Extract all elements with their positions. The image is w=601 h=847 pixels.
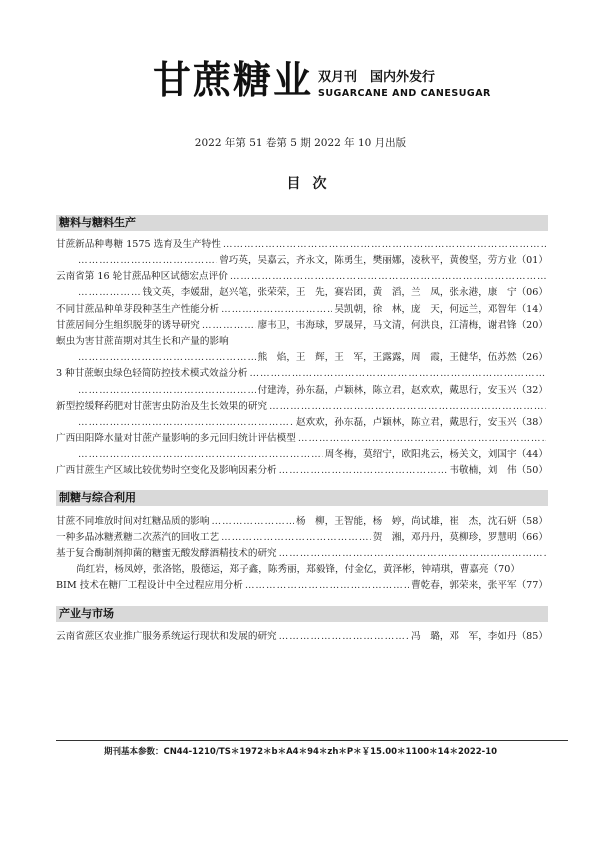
toc-entry-title[interactable]: 云南省第 16 轮甘蔗品种区试德宏点评价 …………………………………………………………………………………………………………………………………………………………………………………………………………………… [56, 270, 548, 284]
toc-entry-title[interactable]: 3 种甘蔗螟虫绿色轻简防控技术模式效益分析 …………………………………………………………………………………………………………………………………………………………………………………………………………………… [56, 367, 548, 381]
section-heading: 产业与市场 [56, 606, 548, 622]
journal-parameters: 期刊基本参数：CN44-1210/TS＊1972＊b＊A4＊94＊zh＊P＊￥15.00＊1100＊14＊2022-10 [103, 747, 498, 757]
toc-entry[interactable]: 甘蔗不同堆放时间对红糖品质的影响 …………………………………………………………………………………………………………………………………………………………………………………………………………………… 杨 柳，王智能，杨 婷，尚试雄，崔 杰，沈石妍（58） [56, 515, 548, 529]
toc-entry-authors: …………………………………………………………………………………………………………………………………………………………………………………………………………………… 周冬梅，莫绍宁，欧阳兆云，杨关文，刘国宇（44） [56, 448, 548, 462]
toc-entry-authors: …………………………………………………………………………………………………………………………………………………………………………………………………………………… 钱文英，李媛甜，赵兴笔，张荣荣，王 先，赛岩团，黄 滔，兰 凤，张永港，康 宁（06） [56, 286, 548, 300]
toc-entry-title[interactable]: 基于复合酶制剂抑菌的糖蜜无酸发酵酒精技术的研究 …………………………………………………………………………………………………………………………………………………………………………………………………………………… [56, 547, 548, 561]
toc-entry-title[interactable]: 螟虫为害甘蔗苗期对其生长和产量的影响 [56, 336, 229, 347]
section-heading: 制糖与综合利用 [56, 490, 548, 506]
journal-english-title: SUGARCANE AND CANESUGAR [318, 88, 491, 99]
toc-entry[interactable]: BIM 技术在糖厂工程设计中全过程应用分析 …………………………………………………………………………………………………………………………………………………………………………………………………………………… 曹乾春，郭荣来，张平军（77） [56, 579, 548, 593]
journal-frequency: 双月刊 国内外发行 [318, 70, 436, 85]
toc-entry-authors: …………………………………………………………………………………………………………………………………………………………………………………………………………………… 赵欢欢，孙东磊，卢颖林，陈立君，戴思行，安玉兴（38） [56, 416, 548, 430]
toc-entry[interactable]: 甘蔗居间分生组织脱芽的诱导研究 …………………………………………………………………………………………………………………………………………………………………………………………………………………… 廖韦卫，韦海球，罗晟昇，马文清，何洪良，江清梅，谢君锋（20） [56, 319, 548, 333]
toc-entry-title[interactable]: 甘蔗新品种粤糖 1575 选育及生产特性 …………………………………………………………………………………………………………………………………………………………………………………………………………………… [56, 238, 548, 252]
footer-divider [56, 740, 568, 741]
toc-entry[interactable]: 云南省蔗区农业推广服务系统运行现状和发展的研究 …………………………………………………………………………………………………………………………………………………………………………………………………………………… 冯 璐，邓 军，李如丹（85） [56, 630, 548, 644]
toc-title: 目次 [286, 176, 339, 192]
journal-title: 甘蔗糖业 [153, 58, 314, 102]
toc-entry[interactable]: 不同甘蔗品种单芽段种茎生产性能分析 …………………………………………………………………………………………………………………………………………………………………………………………………………………… 吴凯朝，徐 林，庞 天，何远兰，邓智年（14） [56, 303, 548, 317]
toc-entry-authors: …………………………………………………………………………………………………………………………………………………………………………………………………………………… 付建涛，孙东磊，卢颖林，陈立君，赵欢欢，戴思行，安玉兴（32） [56, 384, 548, 398]
issue-line: 2022 年第 51 卷第 5 期 2022 年 10 月出版 [194, 137, 407, 149]
toc-entry-authors: …………………………………………………………………………………………………………………………………………………………………………………………………………………… 曾巧英，吴嘉云，齐永文，陈勇生，樊丽娜，凌秋平，黄俊坚，劳方业（01） [56, 254, 548, 268]
section-heading: 糖料与糖料生产 [56, 215, 548, 231]
toc-entry-authors: …………………………………………………………………………………………………………………………………………………………………………………………………………………… 熊 焰，王 辉，王 军，王露露，周 霞，王健华，伍苏然（26） [56, 351, 548, 365]
toc-entry-title[interactable]: 广西田阳降水量对甘蔗产量影响的多元回归统计评估模型 …………………………………………………………………………………………………………………………………………………………………………………………………………………… [56, 432, 548, 446]
masthead [153, 56, 491, 106]
toc-entry-authors: 尚红岩，杨凤婷，张洛铭，殷德运，郑子鑫，陈秀丽，郑毅锋，付金亿，黄泽彬，钟靖琪，曹嘉亮（70） [76, 564, 520, 575]
toc-entry[interactable]: 一种多晶冰糖煮糖二次蒸汽的回收工艺 …………………………………………………………………………………………………………………………………………………………………………………………………………………… 贺 湘，邓丹丹，莫柳珍，罗慧明（66） [56, 531, 548, 545]
toc-entry-title[interactable]: 新型控缓释药肥对甘蔗害虫防治及生长效果的研究 …………………………………………………………………………………………………………………………………………………………………………………………………………………… [56, 400, 548, 414]
toc-entry[interactable]: 广西甘蔗生产区域比较优势时空变化及影响因素分析 …………………………………………………………………………………………………………………………………………………………………………………………………………………… 韦敬楠，刘 伟（50） [56, 464, 548, 478]
